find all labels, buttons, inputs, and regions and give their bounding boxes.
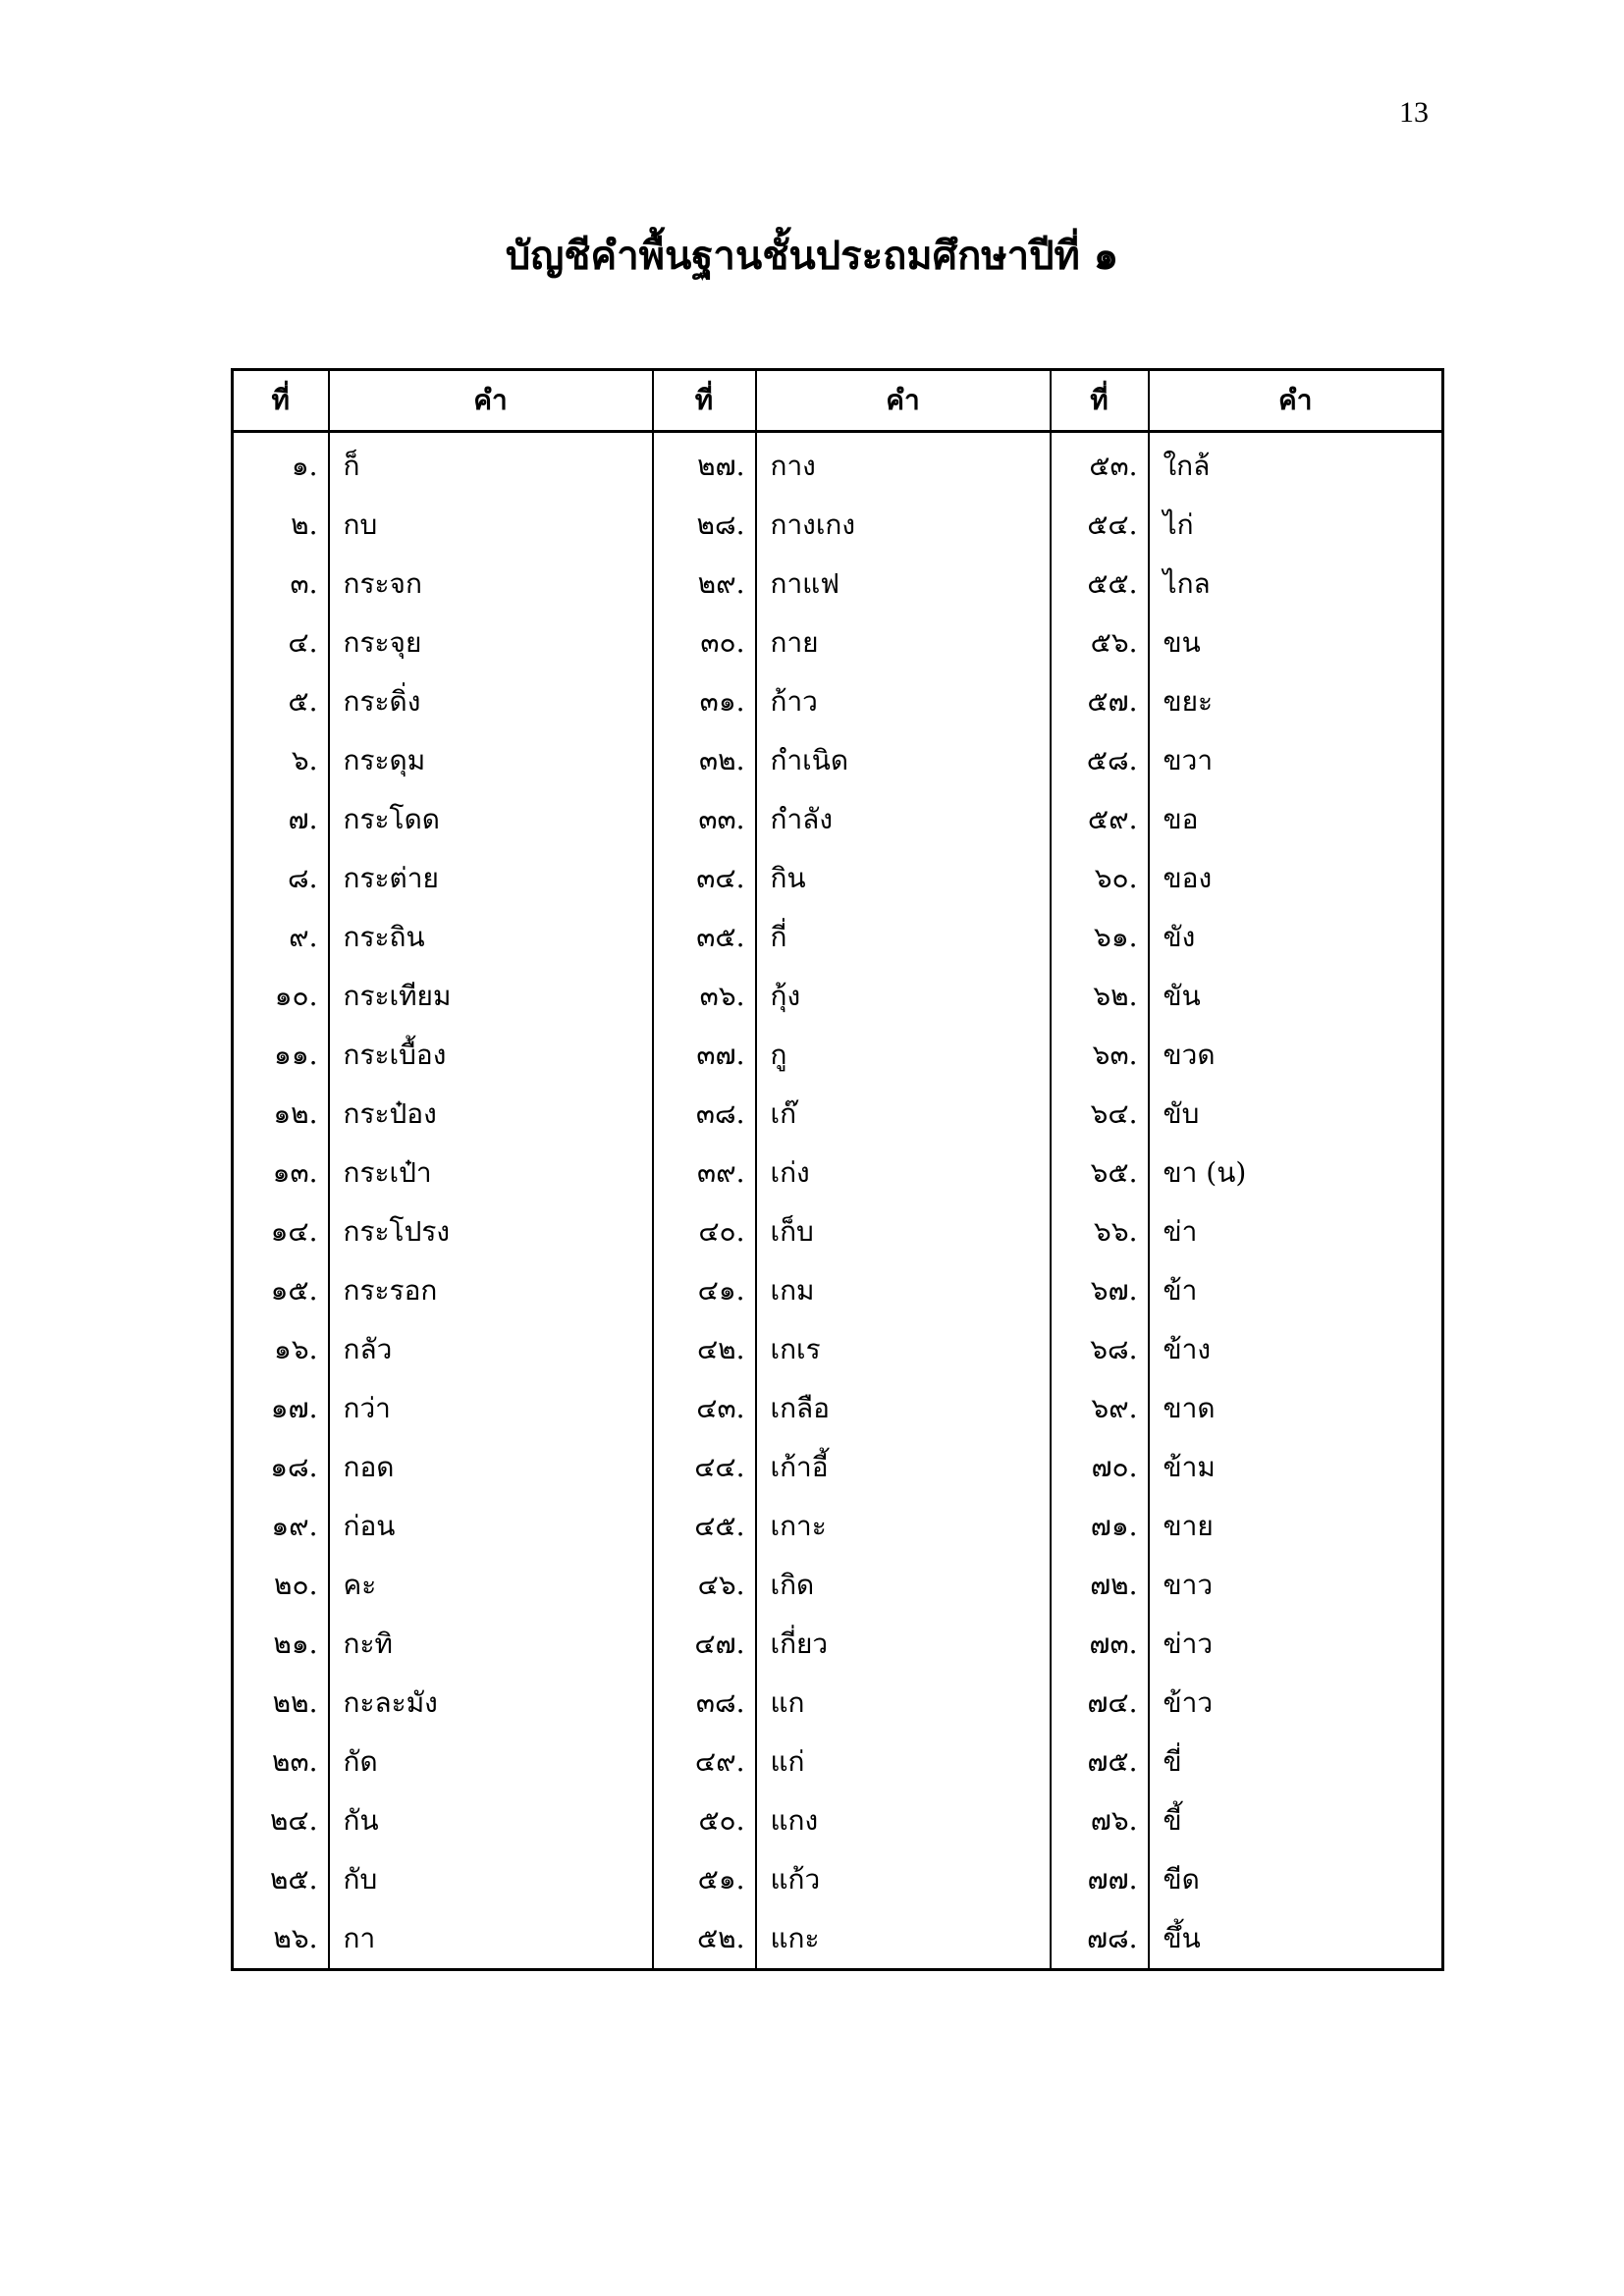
word-cell: เก๊ (756, 1085, 1051, 1144)
row-number-cell: ๑๒. (233, 1085, 329, 1144)
table-row (233, 1791, 1443, 1850)
row-number-cell: ๒๗. (653, 432, 756, 497)
table-row (233, 1497, 1443, 1556)
row-number-cell: ๗๔. (1051, 1674, 1149, 1733)
word-cell: กา (329, 1909, 653, 1970)
row-number-cell: ๓๔. (653, 849, 756, 908)
word-cell: ขึ้น (1149, 1909, 1443, 1970)
table-row (233, 1556, 1443, 1615)
word-cell: กว่า (329, 1379, 653, 1438)
table-row (233, 849, 1443, 908)
row-number-cell: ๔๔. (653, 1438, 756, 1497)
word-cell: เกี่ยว (756, 1615, 1051, 1674)
table-row (233, 1026, 1443, 1085)
word-cell: ขาด (1149, 1379, 1443, 1438)
row-number-cell: ๔๕. (653, 1497, 756, 1556)
word-cell: กี่ (756, 908, 1051, 967)
word-cell: กำเนิด (756, 731, 1051, 790)
word-cell: ขา (น) (1149, 1144, 1443, 1202)
row-number-cell: ๔๖. (653, 1556, 756, 1615)
word-cell: เกิด (756, 1556, 1051, 1615)
word-cell: กัน (329, 1791, 653, 1850)
word-cell: ข่าว (1149, 1615, 1443, 1674)
word-cell: ข้า (1149, 1261, 1443, 1320)
table-row (233, 1909, 1443, 1970)
word-cell: กิน (756, 849, 1051, 908)
row-number-cell: ๕๓. (1051, 432, 1149, 497)
page-title: บัญชีคำพื้นฐานชั้นประถมศึกษาปีที่ ๑ (505, 233, 1119, 279)
word-cell: ขีด (1149, 1850, 1443, 1909)
word-cell: แกะ (756, 1909, 1051, 1970)
row-number-cell: ๓๑. (653, 672, 756, 731)
row-number-cell: ๕๑. (653, 1850, 756, 1909)
row-number-cell: ๒๙. (653, 555, 756, 614)
table-row (233, 1144, 1443, 1202)
row-number-cell: ๑๘. (233, 1438, 329, 1497)
row-number-cell: ๓๘. (653, 1085, 756, 1144)
word-cell: กระเทียม (329, 967, 653, 1026)
word-cell: กระถิน (329, 908, 653, 967)
word-cell: ขน (1149, 614, 1443, 672)
row-number-cell: ๗๒. (1051, 1556, 1149, 1615)
row-number-cell: ๒. (233, 496, 329, 555)
word-cell: กับ (329, 1850, 653, 1909)
word-cell: กระเป๋า (329, 1144, 653, 1202)
table-row (233, 1615, 1443, 1674)
row-number-cell: ๔๗. (653, 1615, 756, 1674)
table-row (233, 614, 1443, 672)
row-number-cell: ๖๖. (1051, 1202, 1149, 1261)
row-number-cell: ๘. (233, 849, 329, 908)
word-cell: ขวา (1149, 731, 1443, 790)
row-number-cell: ๔๙. (653, 1733, 756, 1791)
word-cell: เกลือ (756, 1379, 1051, 1438)
word-cell: ข้าม (1149, 1438, 1443, 1497)
row-number-cell: ๗. (233, 790, 329, 849)
word-cell: กระโดด (329, 790, 653, 849)
row-number-cell: ๕๙. (1051, 790, 1149, 849)
row-number-cell: ๖๕. (1051, 1144, 1149, 1202)
word-cell: กระรอก (329, 1261, 653, 1320)
row-number-cell: ๑๗. (233, 1379, 329, 1438)
row-number-cell: ๕๔. (1051, 496, 1149, 555)
word-cell: เกาะ (756, 1497, 1051, 1556)
table-row (233, 908, 1443, 967)
row-number-cell: ๓๗. (653, 1026, 756, 1085)
word-list-table (231, 368, 1444, 1971)
word-cell: กระจุย (329, 614, 653, 672)
row-number-cell: ๗๕. (1051, 1733, 1149, 1791)
word-cell: กู (756, 1026, 1051, 1085)
row-number-cell: ๑. (233, 432, 329, 497)
row-number-cell: ๖๙. (1051, 1379, 1149, 1438)
row-number-cell: ๔๑. (653, 1261, 756, 1320)
row-number-cell: ๑๓. (233, 1144, 329, 1202)
word-cell: ขัน (1149, 967, 1443, 1026)
row-number-cell: ๕๗. (1051, 672, 1149, 731)
table-row (233, 1202, 1443, 1261)
word-cell: กัด (329, 1733, 653, 1791)
header-word: คำ (756, 370, 1051, 432)
header-number: ที่ (653, 370, 756, 432)
table-row (233, 1733, 1443, 1791)
word-cell: กลัว (329, 1320, 653, 1379)
word-cell: เก็บ (756, 1202, 1051, 1261)
row-number-cell: ๓๐. (653, 614, 756, 672)
row-number-cell: ๑๖. (233, 1320, 329, 1379)
row-number-cell: ๔๒. (653, 1320, 756, 1379)
row-number-cell: ๕๕. (1051, 555, 1149, 614)
word-cell: กะละมัง (329, 1674, 653, 1733)
word-cell: เก้าอี้ (756, 1438, 1051, 1497)
word-cell: กระเบื้อง (329, 1026, 653, 1085)
word-cell: ขี้ (1149, 1791, 1443, 1850)
table-row (233, 1320, 1443, 1379)
row-number-cell: ๙. (233, 908, 329, 967)
word-cell: กระดิ่ง (329, 672, 653, 731)
row-number-cell: ๖๑. (1051, 908, 1149, 967)
word-cell: กระจก (329, 555, 653, 614)
word-cell: แก (756, 1674, 1051, 1733)
row-number-cell: ๑๙. (233, 1497, 329, 1556)
row-number-cell: ๒๕. (233, 1850, 329, 1909)
table-row (233, 432, 1443, 497)
word-cell: เก่ง (756, 1144, 1051, 1202)
row-number-cell: ๑๕. (233, 1261, 329, 1320)
header-word: คำ (1149, 370, 1443, 432)
word-cell: กาง (756, 432, 1051, 497)
word-cell: กระป๋อง (329, 1085, 653, 1144)
word-cell: กระดุม (329, 731, 653, 790)
word-cell: ขยะ (1149, 672, 1443, 731)
row-number-cell: ๔๐. (653, 1202, 756, 1261)
word-cell: เกเร (756, 1320, 1051, 1379)
row-number-cell: ๓๕. (653, 908, 756, 967)
word-cell: ขี่ (1149, 1733, 1443, 1791)
word-cell: แก้ว (756, 1850, 1051, 1909)
table-row (233, 555, 1443, 614)
word-cell: กบ (329, 496, 653, 555)
word-cell: กระต่าย (329, 849, 653, 908)
word-cell: แก่ (756, 1733, 1051, 1791)
word-cell: ข่า (1149, 1202, 1443, 1261)
row-number-cell: ๕. (233, 672, 329, 731)
row-number-cell: ๒๒. (233, 1674, 329, 1733)
table-row (233, 1085, 1443, 1144)
table-body (233, 432, 1443, 1970)
row-number-cell: ๒๔. (233, 1791, 329, 1850)
row-number-cell: ๗๓. (1051, 1615, 1149, 1674)
word-cell: ขับ (1149, 1085, 1443, 1144)
row-number-cell: ๔. (233, 614, 329, 672)
word-cell: กาแฟ (756, 555, 1051, 614)
row-number-cell: ๕๒. (653, 1909, 756, 1970)
word-cell: ขาย (1149, 1497, 1443, 1556)
table-header-row (233, 370, 1443, 432)
row-number-cell: ๒๑. (233, 1615, 329, 1674)
row-number-cell: ๖. (233, 731, 329, 790)
word-cell: ขาว (1149, 1556, 1443, 1615)
word-cell: ไกล (1149, 555, 1443, 614)
table-row (233, 1438, 1443, 1497)
row-number-cell: ๖๓. (1051, 1026, 1149, 1085)
word-cell: ไก่ (1149, 496, 1443, 555)
row-number-cell: ๖๔. (1051, 1085, 1149, 1144)
word-cell: กาย (756, 614, 1051, 672)
row-number-cell: ๖๐. (1051, 849, 1149, 908)
row-number-cell: ๒๓. (233, 1733, 329, 1791)
table-row (233, 731, 1443, 790)
word-cell: ใกล้ (1149, 432, 1443, 497)
header-number: ที่ (233, 370, 329, 432)
word-cell: ก้าว (756, 672, 1051, 731)
row-number-cell: ๓๓. (653, 790, 756, 849)
word-cell: ขอ (1149, 790, 1443, 849)
word-cell: กำลัง (756, 790, 1051, 849)
word-cell: แกง (756, 1791, 1051, 1850)
row-number-cell: ๓๘. (653, 1674, 756, 1733)
header-word: คำ (329, 370, 653, 432)
word-cell: ขัง (1149, 908, 1443, 967)
word-cell: ของ (1149, 849, 1443, 908)
word-cell: กางเกง (756, 496, 1051, 555)
word-cell: ข้าว (1149, 1674, 1443, 1733)
row-number-cell: ๖๒. (1051, 967, 1149, 1026)
word-cell: ก็ (329, 432, 653, 497)
table-row (233, 1379, 1443, 1438)
header-number: ที่ (1051, 370, 1149, 432)
table-row (233, 1850, 1443, 1909)
word-cell: กอด (329, 1438, 653, 1497)
row-number-cell: ๒๐. (233, 1556, 329, 1615)
row-number-cell: ๑๐. (233, 967, 329, 1026)
word-cell: คะ (329, 1556, 653, 1615)
word-cell: เกม (756, 1261, 1051, 1320)
row-number-cell: ๓. (233, 555, 329, 614)
row-number-cell: ๑๑. (233, 1026, 329, 1085)
row-number-cell: ๕๖. (1051, 614, 1149, 672)
row-number-cell: ๖๗. (1051, 1261, 1149, 1320)
table-row (233, 967, 1443, 1026)
row-number-cell: ๗๘. (1051, 1909, 1149, 1970)
row-number-cell: ๖๘. (1051, 1320, 1149, 1379)
row-number-cell: ๕๐. (653, 1791, 756, 1850)
word-cell: กะทิ (329, 1615, 653, 1674)
row-number-cell: ๗๐. (1051, 1438, 1149, 1497)
table-row (233, 496, 1443, 555)
row-number-cell: ๑๔. (233, 1202, 329, 1261)
word-cell: ขวด (1149, 1026, 1443, 1085)
word-cell: กระโปรง (329, 1202, 653, 1261)
table-row (233, 672, 1443, 731)
row-number-cell: ๕๘. (1051, 731, 1149, 790)
row-number-cell: ๗๖. (1051, 1791, 1149, 1850)
page-number: 13 (1399, 96, 1429, 129)
row-number-cell: ๔๓. (653, 1379, 756, 1438)
row-number-cell: ๓๙. (653, 1144, 756, 1202)
row-number-cell: ๓๒. (653, 731, 756, 790)
table-row (233, 790, 1443, 849)
row-number-cell: ๒๖. (233, 1909, 329, 1970)
row-number-cell: ๓๖. (653, 967, 756, 1026)
table-row (233, 1261, 1443, 1320)
word-cell: ข้าง (1149, 1320, 1443, 1379)
table-row (233, 1674, 1443, 1733)
word-cell: กุ้ง (756, 967, 1051, 1026)
word-cell: ก่อน (329, 1497, 653, 1556)
row-number-cell: ๗๗. (1051, 1850, 1149, 1909)
row-number-cell: ๒๘. (653, 496, 756, 555)
row-number-cell: ๗๑. (1051, 1497, 1149, 1556)
